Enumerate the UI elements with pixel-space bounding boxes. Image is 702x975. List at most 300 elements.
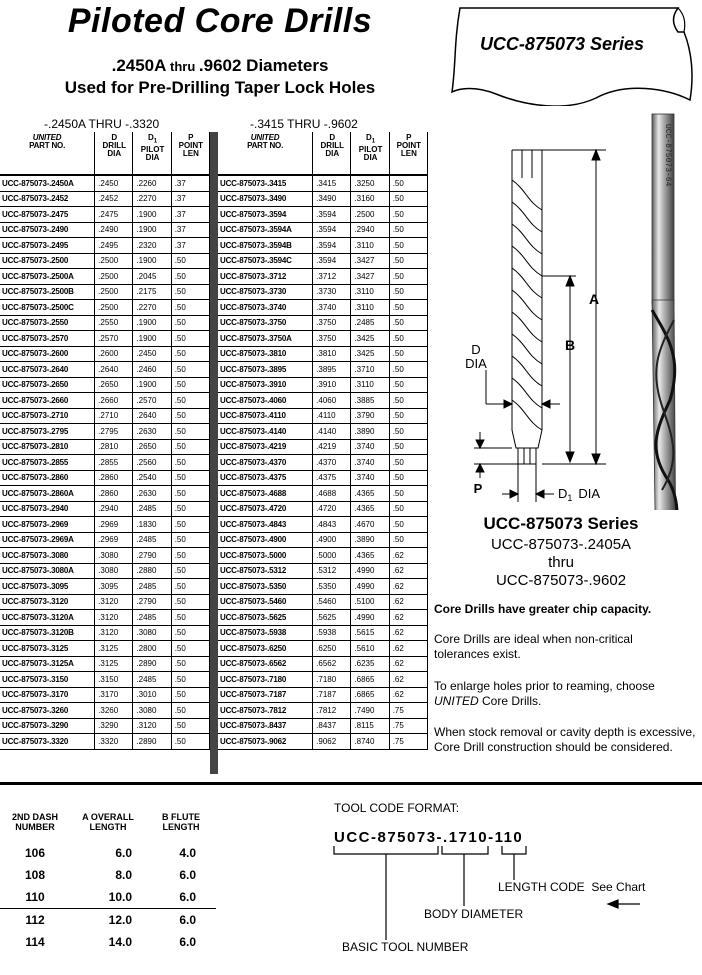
pilot-dia-cell: .1900 — [133, 222, 171, 238]
drill-dia-cell: .4060 — [313, 393, 351, 409]
table-row — [218, 625, 428, 641]
part-number-cell: UCC-875073-.3594B — [218, 238, 313, 254]
pilot-dia-cell: .3110 — [351, 238, 389, 254]
pilot-dia-cell: .6235 — [351, 656, 389, 672]
table-row — [0, 175, 210, 191]
part-number-cell: UCC-875073-.4843 — [218, 517, 313, 533]
part-number-cell: UCC-875073-.7812 — [218, 703, 313, 719]
point-len-cell: .62 — [389, 548, 427, 564]
part-number-cell: UCC-875073-.4688 — [218, 486, 313, 502]
drill-dia-cell: .7812 — [313, 703, 351, 719]
subtitle-start: .2450A — [111, 56, 167, 75]
point-len-cell: .50 — [171, 594, 209, 610]
point-len-cell: .50 — [389, 470, 427, 486]
table-row — [0, 718, 210, 734]
drill-dia-cell: .2969 — [95, 532, 133, 548]
pilot-dia-cell: .3080 — [133, 703, 171, 719]
part-number-cell: UCC-875073-.3750A — [218, 331, 313, 347]
drill-dia-cell: .5625 — [313, 610, 351, 626]
series-info-thru: thru — [548, 554, 574, 571]
pilot-dia-cell: .2485 — [133, 532, 171, 548]
pilot-dia-cell: .7490 — [351, 703, 389, 719]
part-number-cell: UCC-875073-.2490 — [0, 222, 95, 238]
point-len-cell: .50 — [171, 486, 209, 502]
part-number-cell: UCC-875073-.3415 — [218, 175, 313, 191]
pilot-dia-cell: .1830 — [133, 517, 171, 533]
drill-dia-cell: .4219 — [313, 439, 351, 455]
part-number-cell: UCC-875073-.5625 — [218, 610, 313, 626]
point-len-cell: .50 — [171, 656, 209, 672]
point-len-cell: .50 — [389, 424, 427, 440]
drill-dia-cell: .3125 — [95, 641, 133, 657]
pilot-dia-cell: .3425 — [351, 346, 389, 362]
point-len-cell: .50 — [171, 641, 209, 657]
pilot-dia-cell: .5100 — [351, 594, 389, 610]
drill-dia-cell: .5938 — [313, 625, 351, 641]
drill-dia-cell: .4110 — [313, 408, 351, 424]
length-chart — [0, 810, 216, 953]
drill-dia-cell: .2600 — [95, 346, 133, 362]
pilot-dia-cell: .2800 — [133, 641, 171, 657]
table-row — [218, 455, 428, 471]
pilot-dia-cell: .2640 — [133, 408, 171, 424]
drill-dia-cell: .6562 — [313, 656, 351, 672]
drill-dia-cell: .2500 — [95, 300, 133, 316]
part-number-cell: UCC-875073-.4219 — [218, 439, 313, 455]
pilot-dia-cell: .4990 — [351, 579, 389, 595]
point-len-cell: .50 — [389, 501, 427, 517]
drill-dia-cell: .2640 — [95, 362, 133, 378]
point-len-cell: .50 — [171, 734, 209, 750]
pilot-dia-cell: .8115 — [351, 718, 389, 734]
subtitle-usage: Used for Pre-Drilling Taper Lock Holes — [64, 78, 376, 97]
part-number-cell: UCC-875073-.2452 — [0, 191, 95, 207]
part-number-cell: UCC-875073-.4900 — [218, 532, 313, 548]
label-b: B — [564, 337, 576, 353]
drill-dia-cell: .3750 — [313, 315, 351, 331]
part-number-cell: UCC-875073-.4060 — [218, 393, 313, 409]
point-len-cell: .50 — [389, 439, 427, 455]
overall-length-cell: 14.0 — [108, 935, 132, 949]
table-row — [218, 393, 428, 409]
length-chart-row — [0, 842, 216, 864]
drill-dia-cell: .2495 — [95, 238, 133, 254]
point-len-cell: .50 — [389, 191, 427, 207]
point-len-cell: .50 — [171, 362, 209, 378]
header-part-no: UNITED PART NO. — [0, 132, 95, 175]
table-row — [0, 393, 210, 409]
pilot-dia-cell: .2175 — [133, 284, 171, 300]
dash-number-cell: 106 — [24, 846, 46, 860]
point-len-cell: .50 — [171, 253, 209, 269]
part-number-cell: UCC-875073-.3712 — [218, 269, 313, 285]
drill-dia-cell: .3895 — [313, 362, 351, 378]
drill-dia-cell: .3490 — [313, 191, 351, 207]
table-row — [218, 377, 428, 393]
point-len-cell: .37 — [171, 238, 209, 254]
shank-marking: UCC-875073-64 — [663, 124, 672, 187]
drill-dia-cell: .3810 — [313, 346, 351, 362]
table-row — [218, 269, 428, 285]
right-table-body — [218, 132, 428, 749]
drill-dia-cell: .2860 — [95, 470, 133, 486]
drill-dia-cell: .5460 — [313, 594, 351, 610]
part-number-cell: UCC-875073-.8437 — [218, 718, 313, 734]
table-row — [0, 610, 210, 626]
left-range-label: -.2450A THRU -.3320 — [44, 117, 160, 131]
part-number-cell: UCC-875073-.4110 — [218, 408, 313, 424]
header-part-no: UNITED PART NO. — [218, 132, 313, 175]
part-number-cell: UCC-875073-.2710 — [0, 408, 95, 424]
subtitle-end: .9602 Diameters — [198, 56, 329, 75]
part-number-cell: UCC-875073-.5000 — [218, 548, 313, 564]
table-row — [0, 408, 210, 424]
drill-dia-cell: .2550 — [95, 315, 133, 331]
flute-length-cell: 4.0 — [179, 846, 196, 860]
label-a: A — [588, 291, 600, 307]
point-len-cell: .50 — [389, 408, 427, 424]
pilot-dia-cell: .3080 — [133, 625, 171, 641]
point-len-cell: .62 — [389, 641, 427, 657]
note-tolerances: Core Drills are ideal when non-critical tolerances exist. — [434, 632, 633, 661]
table-row — [0, 238, 210, 254]
point-len-cell: .62 — [389, 687, 427, 703]
drill-dia-cell: .2450 — [95, 175, 133, 191]
part-number-cell: UCC-875073-.2860 — [0, 470, 95, 486]
part-number-cell: UCC-875073-.5460 — [218, 594, 313, 610]
point-len-cell: .50 — [389, 315, 427, 331]
drill-dia-cell: .3125 — [95, 656, 133, 672]
part-number-cell: UCC-875073-.2500B — [0, 284, 95, 300]
table-row — [0, 253, 210, 269]
table-row — [0, 269, 210, 285]
drill-dia-cell: .4375 — [313, 470, 351, 486]
pilot-dia-cell: .2940 — [351, 222, 389, 238]
point-len-cell: .50 — [389, 517, 427, 533]
drill-dia-cell: .3320 — [95, 734, 133, 750]
table-row — [0, 563, 210, 579]
flute-length-cell: 6.0 — [179, 913, 196, 927]
point-len-cell: .75 — [389, 718, 427, 734]
note-enlarge: To enlarge holes prior to reaming, choose UNITED Core Drills. — [434, 679, 655, 708]
length-chart-row — [0, 864, 216, 886]
point-len-cell: .37 — [171, 175, 209, 191]
point-len-cell: .50 — [389, 331, 427, 347]
point-len-cell: .50 — [171, 269, 209, 285]
pilot-dia-cell: .5615 — [351, 625, 389, 641]
part-number-cell: UCC-875073-.2940 — [0, 501, 95, 517]
pilot-dia-cell: .1900 — [133, 331, 171, 347]
pilot-dia-cell: .2500 — [351, 207, 389, 223]
overall-length-cell: 8.0 — [115, 868, 132, 882]
pilot-dia-cell: .8740 — [351, 734, 389, 750]
drill-dia-cell: .3750 — [313, 331, 351, 347]
table-row — [0, 734, 210, 750]
header-point-len: P POINT LEN — [171, 132, 209, 175]
table-row — [218, 579, 428, 595]
pilot-dia-cell: .2485 — [133, 579, 171, 595]
drill-dia-cell: .2490 — [95, 222, 133, 238]
table-row — [0, 532, 210, 548]
drill-dia-cell: .3740 — [313, 300, 351, 316]
note-stock-removal: When stock removal or cavity depth is excessive, Core Drill construction should be considered. — [434, 725, 696, 754]
drill-dia-cell: .2452 — [95, 191, 133, 207]
table-row — [218, 238, 428, 254]
table-row — [0, 455, 210, 471]
point-len-cell: .62 — [389, 594, 427, 610]
pilot-dia-cell: .2270 — [133, 191, 171, 207]
table-row — [218, 362, 428, 378]
drill-dia-cell: .4900 — [313, 532, 351, 548]
drill-photo — [652, 114, 677, 510]
point-len-cell: .50 — [171, 424, 209, 440]
drill-dia-cell: .3260 — [95, 703, 133, 719]
header-flute-length: B FLUTE LENGTH — [162, 812, 200, 832]
drill-dia-cell: .4720 — [313, 501, 351, 517]
drill-dia-cell: .4370 — [313, 455, 351, 471]
table-row — [0, 501, 210, 517]
pilot-dia-cell: .4365 — [351, 486, 389, 502]
part-number-cell: UCC-875073-.2450A — [0, 175, 95, 191]
pilot-dia-cell: .3425 — [351, 331, 389, 347]
pilot-dia-cell: .3110 — [351, 284, 389, 300]
drill-dia-cell: .3095 — [95, 579, 133, 595]
tool-code-example: UCC-875073-.1710-110 — [334, 829, 524, 846]
drill-dia-cell: .3594 — [313, 238, 351, 254]
drill-dia-cell: .3415 — [313, 175, 351, 191]
table-row — [218, 610, 428, 626]
point-len-cell: .50 — [171, 315, 209, 331]
pilot-dia-cell: .3890 — [351, 532, 389, 548]
point-len-cell: .50 — [171, 470, 209, 486]
table-row — [218, 470, 428, 486]
pilot-dia-cell: .2485 — [133, 610, 171, 626]
drill-dia-cell: .3150 — [95, 672, 133, 688]
part-number-cell: UCC-875073-.4720 — [218, 501, 313, 517]
pilot-dia-cell: .4990 — [351, 563, 389, 579]
table-row — [218, 191, 428, 207]
drill-dia-cell: .3910 — [313, 377, 351, 393]
pilot-dia-cell: .2630 — [133, 424, 171, 440]
header-drill-dia: D DRILL DIA — [313, 132, 351, 175]
right-table-header — [218, 132, 428, 175]
label-p: P — [473, 481, 483, 496]
part-number-cell: UCC-875073-.3594C — [218, 253, 313, 269]
point-len-cell: .50 — [389, 284, 427, 300]
series-info-title: UCC-875073 Series — [483, 514, 639, 533]
part-number-cell: UCC-875073-.2855 — [0, 455, 95, 471]
point-len-cell: .50 — [389, 532, 427, 548]
label-d-dia: DIA — [465, 356, 487, 371]
table-row — [0, 579, 210, 595]
table-row — [218, 331, 428, 347]
point-len-cell: .50 — [171, 610, 209, 626]
point-len-cell: .50 — [171, 455, 209, 471]
part-number-cell: UCC-875073-.6562 — [218, 656, 313, 672]
part-number-cell: UCC-875073-.3730 — [218, 284, 313, 300]
pilot-dia-cell: .3250 — [351, 175, 389, 191]
drill-dia-cell: .3170 — [95, 687, 133, 703]
part-number-cell: UCC-875073-.2969A — [0, 532, 95, 548]
point-len-cell: .50 — [171, 672, 209, 688]
flute-length-cell: 6.0 — [179, 868, 196, 882]
drill-dia-cell: .5350 — [313, 579, 351, 595]
pilot-dia-cell: .2890 — [133, 656, 171, 672]
pilot-dia-cell: .2890 — [133, 734, 171, 750]
drill-dia-cell: .7187 — [313, 687, 351, 703]
label-d: D — [471, 342, 481, 357]
drill-dia-cell: .2860 — [95, 486, 133, 502]
point-len-cell: .50 — [389, 377, 427, 393]
point-len-cell: .37 — [171, 222, 209, 238]
pilot-dia-cell: .2045 — [133, 269, 171, 285]
part-number-cell: UCC-875073-.3080A — [0, 563, 95, 579]
length-chart-header — [0, 810, 216, 842]
table-row — [218, 486, 428, 502]
table-row — [218, 501, 428, 517]
pilot-dia-cell: .3427 — [351, 253, 389, 269]
part-number-cell: UCC-875073-.3095 — [0, 579, 95, 595]
drill-dia-cell: .3730 — [313, 284, 351, 300]
part-number-cell: UCC-875073-.6250 — [218, 641, 313, 657]
dash-number-cell: 112 — [25, 913, 45, 927]
part-number-cell: UCC-875073-.2860A — [0, 486, 95, 502]
part-number-cell: UCC-875073-.3594 — [218, 207, 313, 223]
point-len-cell: .50 — [171, 393, 209, 409]
pilot-dia-cell: .3160 — [351, 191, 389, 207]
drill-dia-cell: .2500 — [95, 284, 133, 300]
point-len-cell: .50 — [389, 238, 427, 254]
part-number-cell: UCC-875073-.2969 — [0, 517, 95, 533]
pilot-dia-cell: .5610 — [351, 641, 389, 657]
pilot-dia-cell: .2790 — [133, 548, 171, 564]
table-row — [218, 300, 428, 316]
point-len-cell: .62 — [389, 610, 427, 626]
point-len-cell: .50 — [389, 346, 427, 362]
table-row — [0, 439, 210, 455]
overall-length-cell: 12.0 — [108, 913, 132, 927]
part-number-cell: UCC-875073-.4375 — [218, 470, 313, 486]
drill-dia-cell: .7180 — [313, 672, 351, 688]
drill-dia-cell: .5000 — [313, 548, 351, 564]
point-len-cell: .50 — [171, 300, 209, 316]
drill-dia-cell: .3594 — [313, 222, 351, 238]
drill-dia-cell: .5312 — [313, 563, 351, 579]
drill-dia-cell: .3120 — [95, 625, 133, 641]
drill-dia-cell: .2969 — [95, 517, 133, 533]
table-row — [218, 424, 428, 440]
point-len-cell: .50 — [389, 269, 427, 285]
drill-dia-cell: .2710 — [95, 408, 133, 424]
length-chart-row — [0, 886, 216, 909]
pilot-dia-cell: .3110 — [351, 300, 389, 316]
pilot-dia-cell: .4365 — [351, 501, 389, 517]
point-len-cell: .50 — [171, 532, 209, 548]
drill-dia-cell: .3290 — [95, 718, 133, 734]
point-len-cell: .50 — [171, 346, 209, 362]
pilot-dia-cell: .2880 — [133, 563, 171, 579]
drill-dia-cell: .3120 — [95, 610, 133, 626]
series-info-end: UCC-875073-.9602 — [495, 572, 627, 589]
pilot-dia-cell: .1900 — [133, 377, 171, 393]
pilot-dia-cell: .6865 — [351, 687, 389, 703]
header-pilot-dia: $D_1$ PILOT DIA — [133, 132, 171, 175]
drill-dia-cell: .3712 — [313, 269, 351, 285]
table-row — [0, 300, 210, 316]
subtitle-diameters — [10, 56, 430, 76]
drill-dia-cell: .2660 — [95, 393, 133, 409]
table-row — [0, 424, 210, 440]
point-len-cell: .50 — [171, 703, 209, 719]
drill-dia-cell: .4843 — [313, 517, 351, 533]
point-len-cell: .50 — [389, 393, 427, 409]
part-number-cell: UCC-875073-.2500A — [0, 269, 95, 285]
point-len-cell: .50 — [171, 284, 209, 300]
point-len-cell: .50 — [171, 625, 209, 641]
pilot-dia-cell: .3740 — [351, 439, 389, 455]
tool-code-callouts — [330, 840, 702, 950]
point-len-cell: .75 — [389, 734, 427, 750]
point-len-cell: .50 — [389, 222, 427, 238]
point-len-cell: .50 — [171, 563, 209, 579]
overall-length-cell: 10.0 — [70, 886, 146, 909]
pilot-dia-cell: .2260 — [133, 175, 171, 191]
point-len-cell: .62 — [389, 625, 427, 641]
table-row — [0, 284, 210, 300]
drill-dia-cell: .4140 — [313, 424, 351, 440]
flute-length-cell: 6.0 — [179, 935, 196, 949]
pilot-dia-cell: .3890 — [351, 424, 389, 440]
pilot-dia-cell: .2650 — [133, 439, 171, 455]
drill-dia-cell: .3080 — [95, 563, 133, 579]
part-number-cell: UCC-875073-.2810 — [0, 439, 95, 455]
pilot-dia-cell: .3120 — [133, 718, 171, 734]
table-row — [218, 175, 428, 191]
header-drill-dia: D DRILL DIA — [95, 132, 133, 175]
length-code-label: LENGTH CODE See Chart — [498, 880, 646, 894]
pilot-dia-cell: .1900 — [133, 315, 171, 331]
part-number-cell: UCC-875073-.5938 — [218, 625, 313, 641]
part-number-cell: UCC-875073-.5312 — [218, 563, 313, 579]
pilot-dia-cell: .2450 — [133, 346, 171, 362]
part-number-cell: UCC-875073-.2600 — [0, 346, 95, 362]
pilot-dia-cell: .3710 — [351, 362, 389, 378]
pilot-dia-cell: .2485 — [351, 315, 389, 331]
table-row — [218, 408, 428, 424]
part-number-cell: UCC-875073-.3170 — [0, 687, 95, 703]
point-len-cell: .50 — [389, 455, 427, 471]
tool-code-format-label: TOOL CODE FORMAT: — [334, 801, 460, 815]
table-row — [218, 253, 428, 269]
table-row — [218, 207, 428, 223]
drill-dia-cell: .6250 — [313, 641, 351, 657]
pilot-dia-cell: .1900 — [133, 207, 171, 223]
part-number-cell: UCC-875073-.2500 — [0, 253, 95, 269]
point-len-cell: .50 — [389, 362, 427, 378]
table-row — [0, 703, 210, 719]
drill-dia-cell: .2570 — [95, 331, 133, 347]
table-row — [0, 656, 210, 672]
table-row — [0, 331, 210, 347]
point-len-cell: .50 — [171, 408, 209, 424]
header-pilot-dia: $D_1$ PILOT DIA — [351, 132, 389, 175]
part-number-cell: UCC-875073-.2475 — [0, 207, 95, 223]
drill-dia-cell: .3594 — [313, 207, 351, 223]
point-len-cell: .37 — [171, 191, 209, 207]
see-chart-text: See Chart — [591, 880, 646, 894]
part-number-cell: UCC-875073-.3910 — [218, 377, 313, 393]
part-number-cell: UCC-875073-.3740 — [218, 300, 313, 316]
